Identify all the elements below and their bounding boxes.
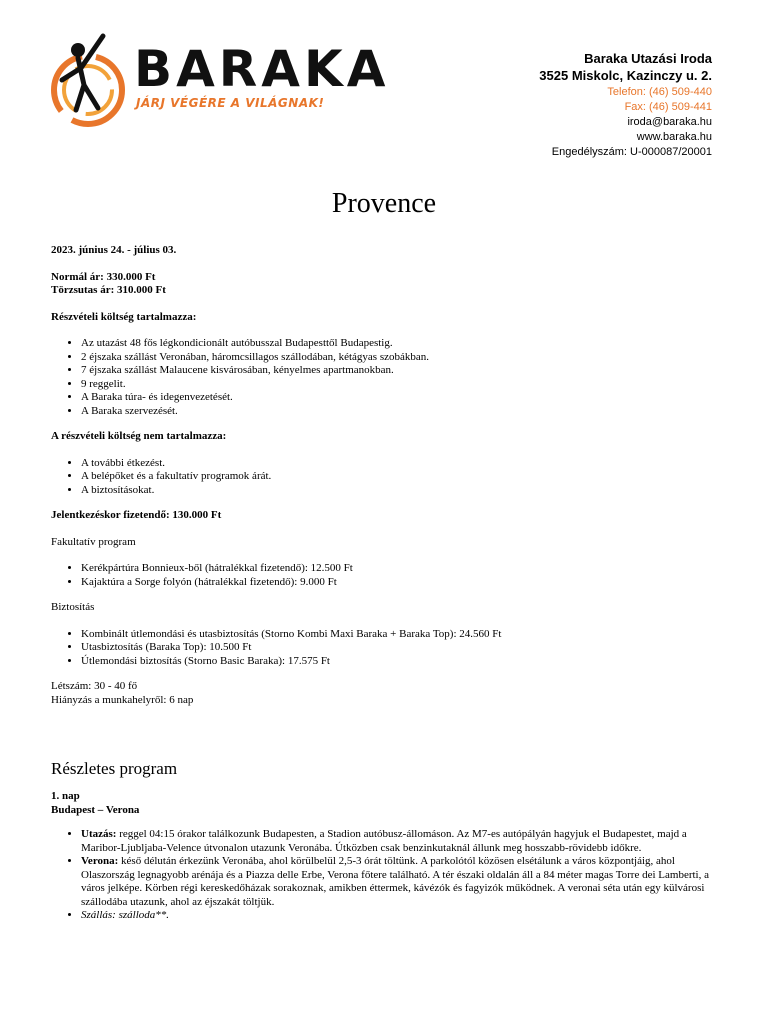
list-item: • A további étkezést.: [81, 457, 721, 471]
normal-price: Normál ár: 330.000 Ft: [51, 270, 156, 283]
list-item: • Útlemondási biztosítás (Storno Basic Baraka): 17.575 Ft: [81, 655, 721, 669]
list-item: • Szállás: szálloda**.: [81, 909, 721, 923]
item-text: késő délután érkezünk Veronába, ahol körülbelül 2,5-3 órát töltünk. A parkolótól közösen elsétálunk a város központjáig, ahol Olaszország legnagyobb arénája és a Piazza delle Erbe, Verona főtere található. A tér északi oldalán áll a 84 méter magas Torre dei Lamberti, a város jelképe. Körben régi kereskedőházak sorakoznak, amikben éttermek, kávézók és fagyizók működnek. A veronai séta után egy külvárosi szállodába utazunk, ahol az éjszakát töltjük.: [81, 855, 709, 908]
list-item: • Kajaktúra a Sorge folyón (hátralékkal fizetendő): 9.000 Ft: [81, 576, 721, 590]
trip-dates: 2023. június 24. - július 03.: [51, 244, 177, 256]
company-email: iroda@baraka.hu: [627, 116, 712, 128]
item-text: reggel 04:15 órakor találkozunk Budapesten, a Stadion autóbusz-állomáson. Az M7-es autópályán hagyjuk el Budapestet, majd a Maribor-Ljubljaba-Velence útvonalon utazunk Veronába. Útközben csak benzinkutaknál állunk meg hosszabb-rövidebb időkre.: [81, 828, 687, 854]
included-heading: Részvételi költség tartalmazza:: [51, 310, 197, 323]
participants: [51, 680, 721, 707]
list-item: • 7 éjszaka szállást Malaucene kisvárosában, kényelmes apartmanokban.: [81, 364, 721, 378]
item-label: Verona:: [81, 855, 119, 867]
day-route: Budapest – Verona: [51, 803, 140, 816]
item-label: Utazás:: [81, 828, 117, 840]
insurance-list: [51, 628, 721, 669]
insurance-heading: Biztosítás: [51, 601, 95, 613]
optional-heading: Fakultatív program: [51, 535, 136, 548]
list-item: [81, 828, 721, 855]
absence: Hiányzás a munkahelyről: 6 nap: [51, 693, 194, 706]
regular-price: Törzsutas ár: 310.000 Ft: [51, 284, 166, 296]
company-address: 3525 Miskolc, Kazinczy u. 2.: [539, 68, 712, 83]
logo-slogan: JÁRJ VÉGÉRE A VILÁGNAK!: [136, 96, 325, 110]
list-item: • 2 éjszaka szállást Veronában, háromcsillagos szállodában, kétágyas szobákban.: [81, 351, 721, 365]
company-phone: Telefon: (46) 509-440: [607, 86, 712, 98]
list-item: [81, 855, 721, 909]
not-included-list: [51, 457, 721, 498]
dancer-logo-icon: [48, 30, 138, 140]
deposit: Jelentkezéskor fizetendő: 130.000 Ft: [51, 509, 222, 521]
logo-wordmark: BARAKA: [134, 40, 390, 98]
list-item: • 9 reggelit.: [81, 378, 721, 392]
day-number: 1. nap: [51, 790, 80, 802]
company-name: Baraka Utazási Iroda: [584, 51, 712, 66]
company-fax: Fax: (46) 509-441: [624, 101, 712, 113]
list-item: • A belépőket és a fakultatív programok árát.: [81, 470, 721, 484]
company-info: [539, 50, 712, 160]
headcount: Létszám: 30 - 40 fő: [51, 680, 138, 692]
program-heading: Részletes program: [51, 759, 178, 778]
page-title: Provence: [331, 188, 437, 219]
day-header: [51, 790, 721, 817]
included-list: [51, 337, 721, 418]
list-item: • Kombinált útlemondási és utasbiztosítás (Storno Kombi Maxi Baraka + Baraka Top): 24.560 Ft: [81, 628, 721, 642]
not-included-heading: A részvételi költség nem tartalmazza:: [51, 430, 227, 442]
prices: [51, 271, 721, 298]
program-list: [51, 828, 721, 923]
list-item: • A biztosításokat.: [81, 484, 721, 498]
list-item: • Kerékpártúra Bonnieux-ből (hátralékkal fizetendő): 12.500 Ft: [81, 562, 721, 576]
list-item: • Utasbiztosítás (Baraka Top): 10.500 Ft: [81, 641, 721, 655]
list-item: • A Baraka túra- és idegenvezetését.: [81, 391, 721, 405]
list-item: • A Baraka szervezését.: [81, 405, 721, 419]
company-website: www.baraka.hu: [636, 131, 712, 143]
optional-list: [51, 562, 721, 589]
company-license: Engedélyszám: U-000087/20001: [551, 146, 712, 158]
baraka-logo: [48, 30, 390, 140]
trip-details: [51, 244, 721, 935]
list-item: • Az utazást 48 fős légkondicionált autóbusszal Budapesttől Budapestig.: [81, 337, 721, 351]
